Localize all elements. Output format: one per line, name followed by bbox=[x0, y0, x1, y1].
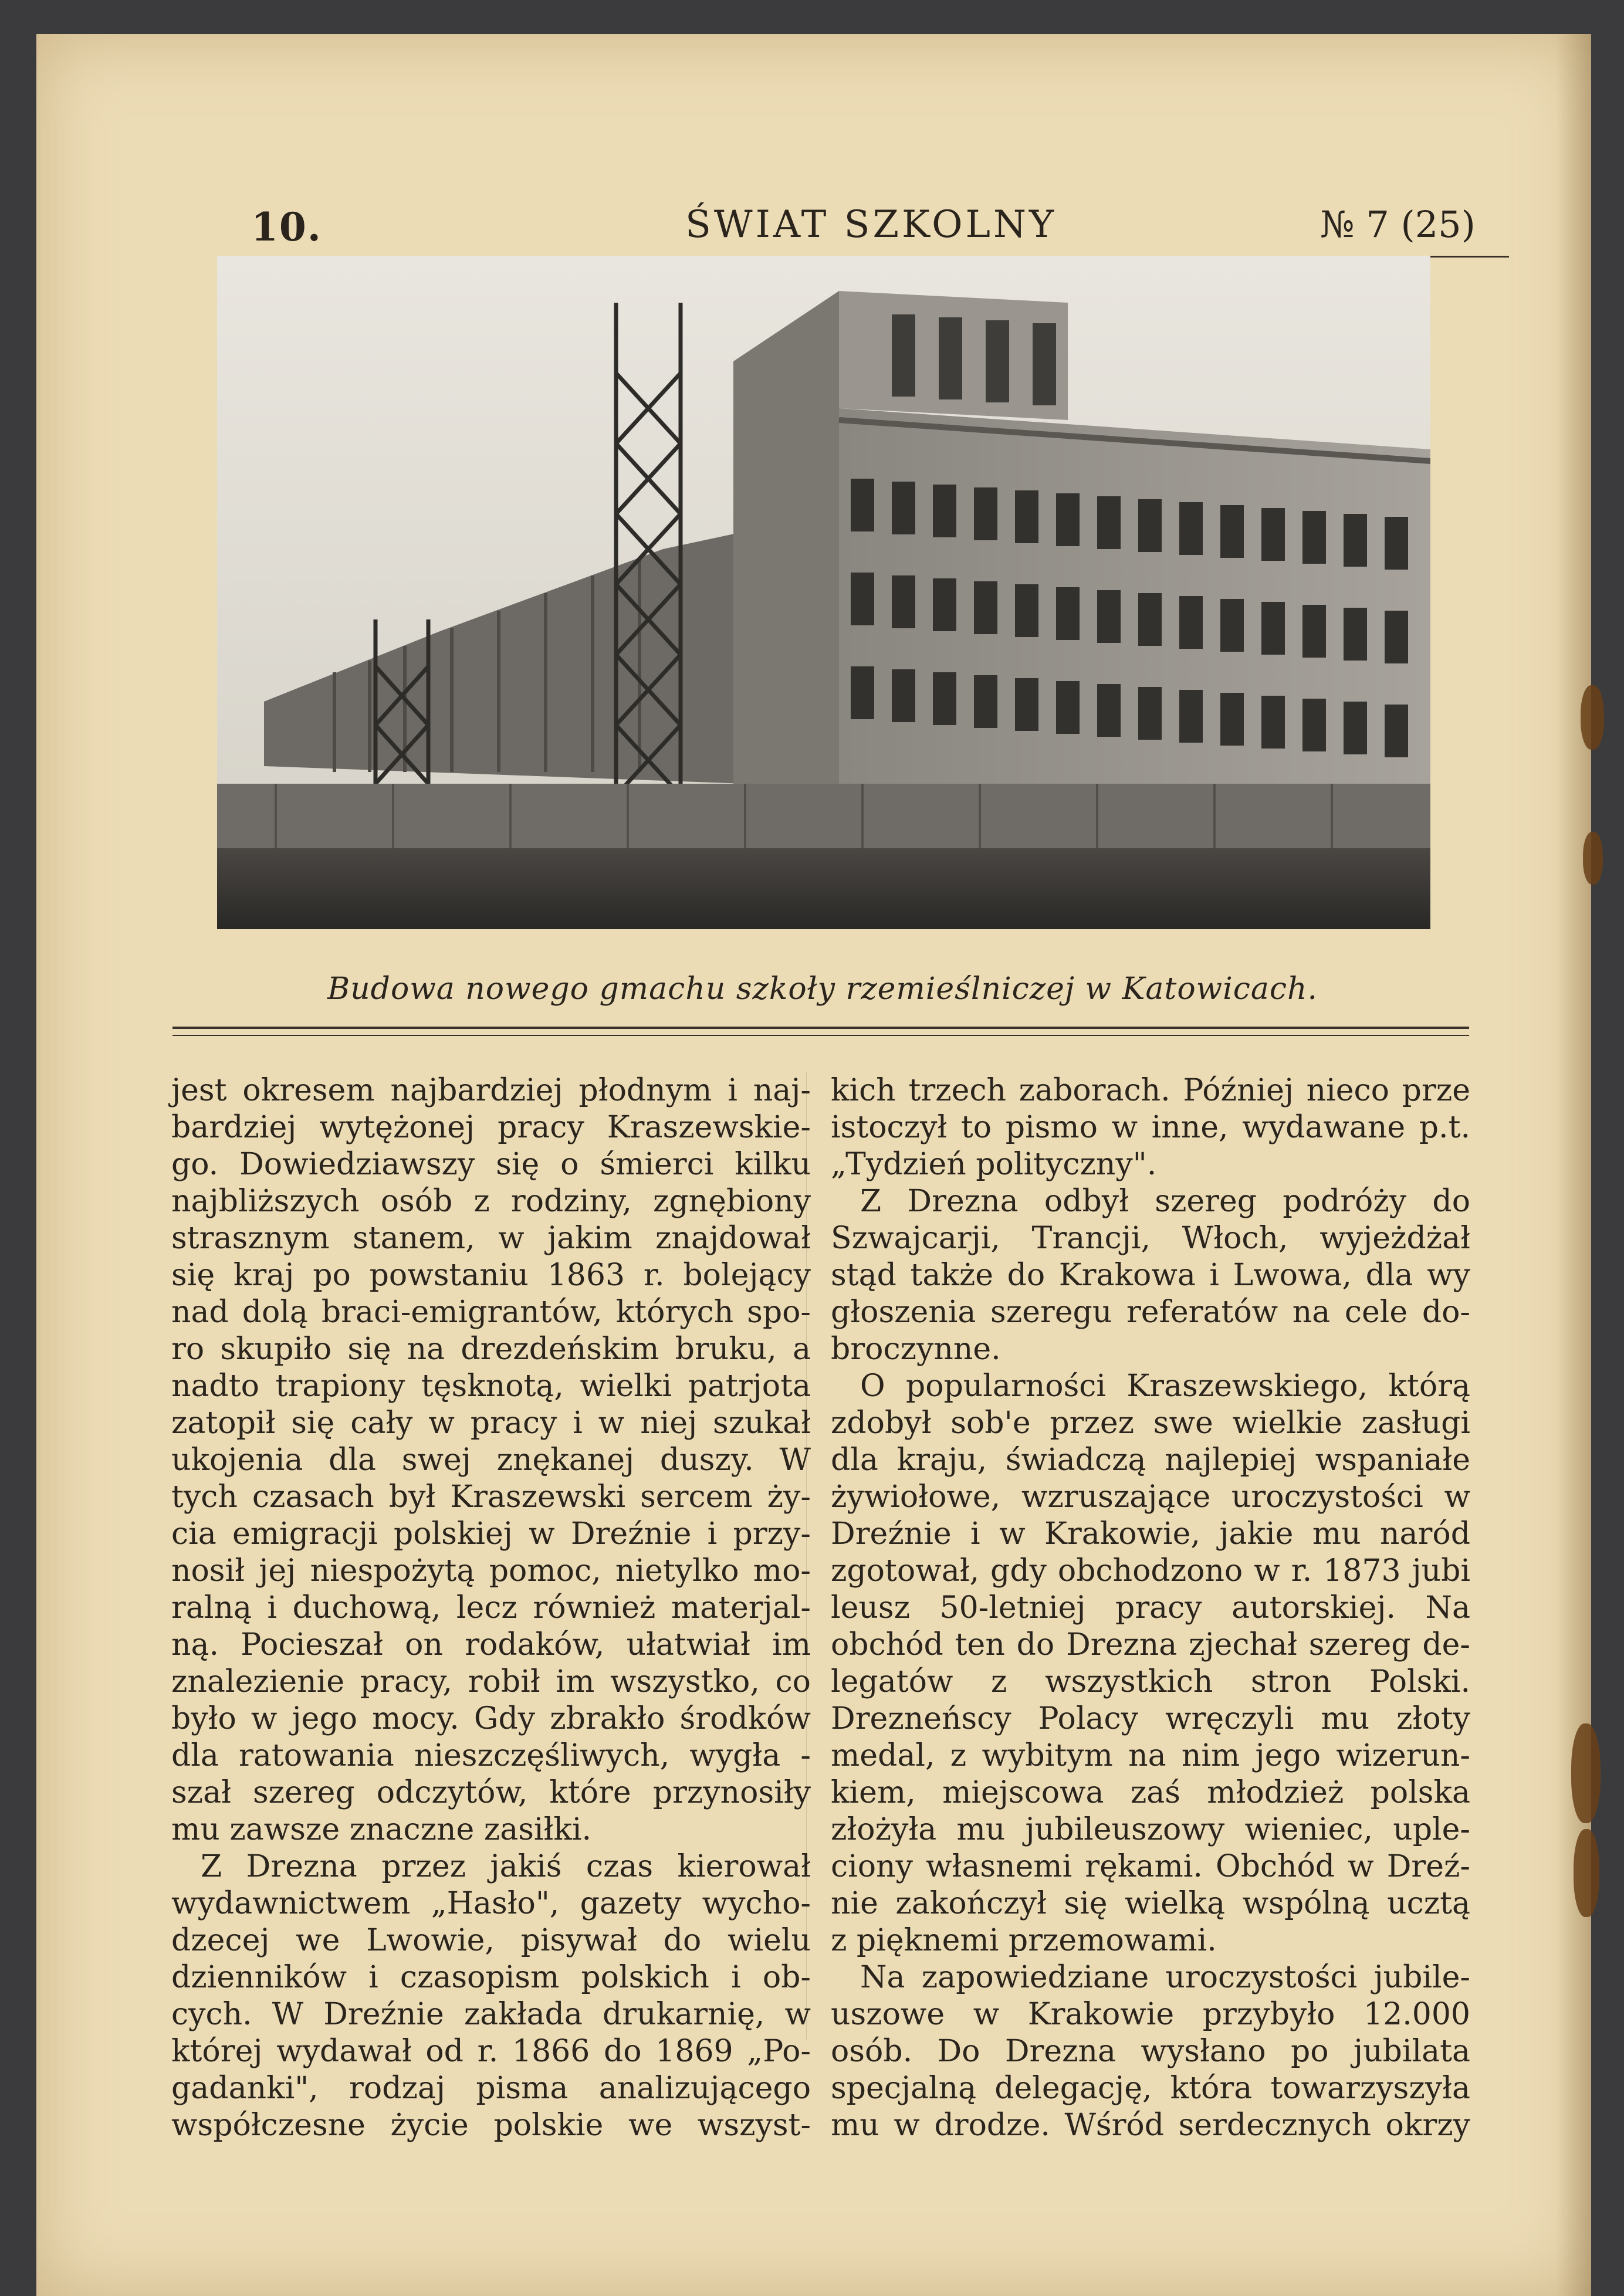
paper-stain bbox=[1571, 1723, 1601, 1823]
text-line: jest okresem najbardziej płodnym i naj- bbox=[171, 1073, 811, 1108]
text-line: dzienników i czasopism polskich i ob- bbox=[171, 1960, 811, 1995]
text-line: stąd także do Krakowa i Lwowa, dla wy bbox=[831, 1258, 1470, 1293]
article-column-left bbox=[171, 1072, 811, 2144]
text-line: bardziej wytężonej pracy Kraszewskie- bbox=[171, 1110, 811, 1145]
text-line: osób. Do Drezna wysłano po jubilata bbox=[831, 2034, 1470, 2069]
text-line: specjalną delegację, która towarzyszyła bbox=[831, 2071, 1470, 2106]
text-line: tych czasach był Kraszewski sercem ży- bbox=[171, 1479, 811, 1515]
publication-title: ŚWIAT SZKOLNY bbox=[685, 203, 1057, 246]
text-line: broczynne. bbox=[831, 1332, 1001, 1367]
paragraph bbox=[171, 1072, 811, 1848]
paper-stain bbox=[1581, 685, 1604, 750]
text-line: nosił jej niespożytą pomoc, nietylko mo- bbox=[171, 1553, 811, 1589]
paper-stain bbox=[1583, 832, 1603, 885]
text-line: ciony własnemi rękami. Obchód w Dreź- bbox=[831, 1849, 1470, 1884]
text-line: żywiołowe, wzruszające uroczystości w bbox=[831, 1479, 1470, 1515]
text-line: obchód ten do Drezna zjechał szereg de- bbox=[831, 1627, 1470, 1662]
text-line: Z Drezna odbył szereg podróży do bbox=[860, 1184, 1470, 1219]
paragraph bbox=[831, 1368, 1470, 1959]
issue-number: № 7 (25) bbox=[1320, 203, 1476, 246]
text-line: której wydawał od r. 1866 do 1869 „Po- bbox=[171, 2034, 811, 2069]
text-line: wydawnictwem „Hasło", gazety wycho- bbox=[171, 1886, 811, 1921]
paragraph bbox=[831, 1959, 1470, 2144]
text-line: Szwajcarji, Trancji, Włoch, wyjeżdżał bbox=[831, 1221, 1470, 1256]
text-line: współczesne życie polskie we wszyst- bbox=[171, 2108, 811, 2143]
text-line: legatów z wszystkich stron Polski. bbox=[831, 1664, 1470, 1699]
text-line: nad dolą braci-emigrantów, których spo- bbox=[171, 1295, 811, 1330]
text-line: najbliższych osób z rodziny, zgnębiony bbox=[171, 1184, 811, 1219]
text-line: dla ratowania nieszczęśliwych, wygła - bbox=[171, 1738, 811, 1773]
text-line: kich trzech zaborach. Później nieco prze bbox=[831, 1073, 1470, 1108]
text-line: cia emigracji polskiej w Dreźnie i przy- bbox=[171, 1516, 811, 1552]
text-line: nie zakończył się wielką wspólną ucztą bbox=[831, 1886, 1470, 1921]
column-divider bbox=[806, 1072, 807, 2040]
text-line: medal, z wybitym na nim jego wizerun- bbox=[831, 1738, 1470, 1773]
section-rule-thin bbox=[172, 1035, 1469, 1036]
paragraph bbox=[831, 1072, 1470, 1183]
text-line: ralną i duchową, lecz również materjal- bbox=[171, 1590, 811, 1626]
page-number: 10. bbox=[251, 204, 322, 250]
text-line: Z Drezna przez jakiś czas kierował bbox=[201, 1849, 811, 1884]
text-line: Dreznеńscy Polacy wręczyli mu złoty bbox=[831, 1701, 1470, 1736]
text-line: O popularności Kraszewskiego, którą bbox=[860, 1369, 1470, 1404]
text-line: leusz 50-letniej pracy autorskiej. Na bbox=[831, 1590, 1470, 1626]
text-line: Na zapowiedziane uroczystości jubile- bbox=[860, 1960, 1470, 1995]
text-line: mu zawsze znaczne zasiłki. bbox=[171, 1812, 592, 1847]
text-line: go. Dowiedziawszy się o śmierci kilku bbox=[171, 1147, 811, 1182]
newspaper-page bbox=[36, 34, 1591, 2296]
text-line: się kraj po powstaniu 1863 r. bolejący bbox=[171, 1258, 811, 1293]
paragraph bbox=[171, 1848, 811, 2144]
page-header bbox=[176, 188, 1502, 258]
paragraph bbox=[831, 1183, 1470, 1368]
text-line: z pięknemi przemowami. bbox=[831, 1923, 1217, 1958]
text-line: zdobył sob'e przez swe wielkie zasługi bbox=[831, 1406, 1470, 1441]
text-line: Dreźnie i w Krakowie, jakie mu naród bbox=[831, 1516, 1470, 1552]
text-line: złożyła mu jubileuszowy wieniec, uple- bbox=[831, 1812, 1470, 1847]
text-line: „Tydzień polityczny". bbox=[831, 1147, 1157, 1182]
text-line: głoszenia szeregu referatów na cele do- bbox=[831, 1295, 1470, 1330]
text-line: znalezienie pracy, robił im wszystko, co bbox=[171, 1664, 811, 1699]
text-line: istoczył to pismo w inne, wydawane p.t. bbox=[831, 1110, 1470, 1145]
text-line: kiem, miejscowa zaś młodzież polska bbox=[831, 1775, 1470, 1810]
text-line: gadanki", rodzaj pisma analizującego bbox=[171, 2071, 811, 2106]
text-line: ro skupiło się na drezdeńskim bruku, a bbox=[171, 1332, 811, 1367]
text-line: ukojenia dla swej znękanej duszy. W bbox=[171, 1442, 811, 1478]
text-line: szał szereg odczytów, które przynosiły bbox=[171, 1775, 811, 1810]
text-line: nadto trapiony tęsknotą, wielki patrjota bbox=[171, 1369, 811, 1404]
text-line: dla kraju, świadczą najlepiej wspaniałe bbox=[831, 1442, 1470, 1478]
photo-caption: Budowa nowego gmachu szkoły rzemieślniczej w Katowicach. bbox=[327, 971, 1318, 1007]
text-line: ną. Pocieszał on rodaków, ułatwiał im bbox=[171, 1627, 811, 1662]
text-line: strasznym stanem, w jakim znajdował bbox=[171, 1221, 811, 1256]
text-line: dzecej we Lwowie, pisywał do wielu bbox=[171, 1923, 811, 1958]
text-line: cych. W Dreźnie zakłada drukarnię, w bbox=[171, 1997, 811, 2032]
text-line: mu w drodze. Wśród serdecznych okrzy bbox=[831, 2108, 1470, 2143]
text-line: uszowe w Krakowie przybyło 12.000 bbox=[831, 1997, 1470, 2032]
text-line: zgotował, gdy obchodzono w r. 1873 jubi bbox=[831, 1553, 1470, 1589]
article-column-right bbox=[831, 1072, 1470, 2144]
text-line: było w jego mocy. Gdy zbrakło środków bbox=[171, 1701, 811, 1736]
text-line: zatopił się cały w pracy i w niej szukał bbox=[171, 1406, 811, 1441]
building-photo bbox=[217, 256, 1430, 929]
section-rule bbox=[172, 1027, 1469, 1029]
paper-stain bbox=[1574, 1829, 1599, 1917]
